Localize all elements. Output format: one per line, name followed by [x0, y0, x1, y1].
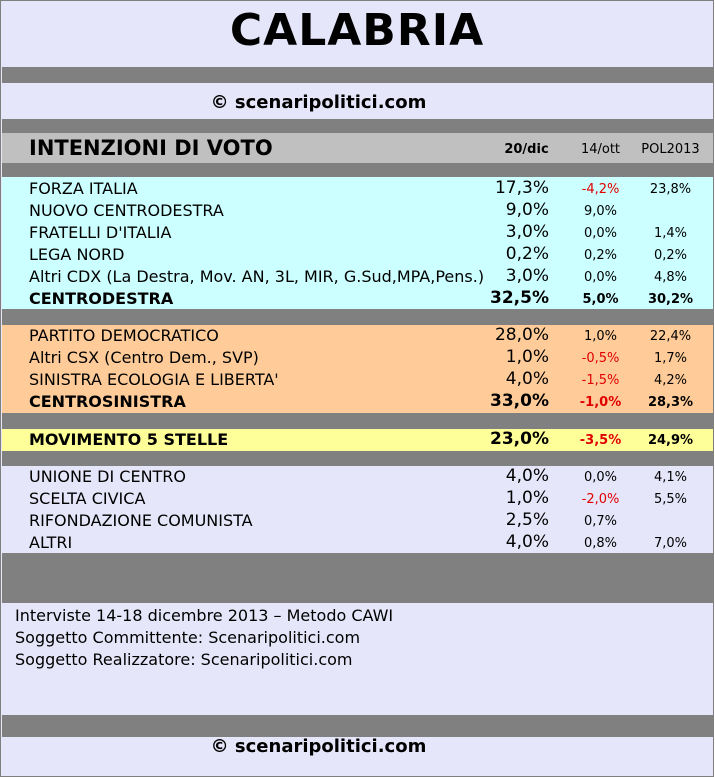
value-pol2013: 28,3%: [647, 395, 694, 410]
value-pol2013: 4,8%: [653, 270, 688, 285]
producer-note: Soggetto Realizzatore: Scenaripolitici.com: [15, 650, 353, 669]
value-current: 28,0%: [494, 325, 549, 345]
value-pol2013: 23,8%: [649, 182, 692, 197]
value-pol2013: 1,4%: [653, 226, 688, 241]
party-name: SINISTRA ECOLOGIA E LIBERTA': [29, 370, 279, 389]
table-row: [1, 325, 713, 347]
table-row: [1, 347, 713, 369]
value-change: -1,5%: [581, 373, 620, 388]
value-current: 32,5%: [490, 288, 549, 308]
table-row: [1, 488, 713, 510]
value-pol2013: 5,5%: [653, 492, 688, 507]
value-current: 1,0%: [505, 347, 549, 367]
value-change: 1,0%: [583, 329, 618, 344]
value-current: 4,0%: [505, 532, 549, 552]
page-title: CALABRIA: [229, 5, 485, 56]
separator-bar: [2, 119, 714, 133]
party-name: MOVIMENTO 5 STELLE: [29, 430, 229, 449]
table-row: [1, 510, 713, 532]
separator-bar: [2, 451, 714, 466]
party-name: CENTRODESTRA: [29, 289, 174, 308]
value-pol2013: 4,1%: [653, 470, 688, 485]
client-note: Soggetto Committente: Scenaripolitici.com: [15, 628, 361, 647]
party-name: FRATELLI D'ITALIA: [29, 223, 172, 242]
party-name: SCELTA CIVICA: [29, 489, 146, 508]
table-row: [1, 200, 713, 222]
column-pol2013: POL2013: [641, 142, 700, 157]
copyright-top: © scenaripolitici.com: [210, 92, 427, 113]
party-name: FORZA ITALIA: [29, 179, 138, 198]
separator-bar: [2, 67, 714, 83]
party-name: NUOVO CENTRODESTRA: [29, 201, 224, 220]
total-row: [1, 288, 713, 310]
party-name: UNIONE DI CENTRO: [29, 467, 187, 486]
value-pol2013: 0,2%: [653, 248, 688, 263]
value-current: 2,5%: [505, 510, 549, 530]
value-change: 0,2%: [583, 248, 618, 263]
total-row: [1, 429, 713, 451]
value-change: -1,0%: [579, 395, 622, 410]
value-change: -3,5%: [579, 433, 622, 448]
value-pol2013: 22,4%: [649, 329, 692, 344]
party-name: LEGA NORD: [29, 245, 125, 264]
value-pol2013: 24,9%: [647, 433, 694, 448]
value-current: 3,0%: [505, 222, 549, 242]
table-title: INTENZIONI DI VOTO: [29, 136, 273, 160]
party-name: Altri CDX (La Destra, Mov. AN, 3L, MIR, G.Sud,MPA,Pens.): [29, 267, 485, 286]
separator-bar: [2, 309, 714, 325]
separator-bar: [2, 715, 714, 737]
table-row: [1, 244, 713, 266]
value-pol2013: 30,2%: [647, 292, 694, 307]
value-change: 0,0%: [583, 226, 618, 241]
party-name: PARTITO DEMOCRATICO: [29, 326, 219, 345]
table-row: [1, 532, 713, 554]
value-current: 0,2%: [505, 244, 549, 264]
value-change: -0,5%: [581, 351, 620, 366]
value-current: 23,0%: [490, 429, 549, 449]
table-row: [1, 369, 713, 391]
value-change: 0,0%: [583, 270, 618, 285]
value-current: 4,0%: [505, 466, 549, 486]
table-row: [1, 178, 713, 200]
value-change: 5,0%: [582, 292, 619, 307]
table-row: [1, 466, 713, 488]
value-pol2013: 1,7%: [653, 351, 688, 366]
total-row: [1, 391, 713, 413]
party-name: CENTROSINISTRA: [29, 392, 186, 411]
column-current: 20/dic: [504, 142, 549, 157]
value-pol2013: 4,2%: [653, 373, 688, 388]
separator-bar: [2, 163, 714, 177]
value-current: 4,0%: [505, 369, 549, 389]
party-name: RIFONDAZIONE COMUNISTA: [29, 511, 253, 530]
column-change: 14/ott: [580, 142, 621, 157]
value-pol2013: 7,0%: [653, 536, 688, 551]
value-current: 33,0%: [490, 391, 549, 411]
value-current: 3,0%: [505, 266, 549, 286]
party-name: Altri CSX (Centro Dem., SVP): [29, 348, 259, 367]
value-change: 0,7%: [583, 514, 618, 529]
table-row: [1, 222, 713, 244]
table-row: [1, 266, 713, 288]
value-change: -2,0%: [581, 492, 620, 507]
value-current: 1,0%: [505, 488, 549, 508]
value-change: 0,8%: [583, 536, 618, 551]
separator-bar: [2, 553, 714, 603]
party-name: ALTRI: [29, 533, 73, 552]
value-change: -4,2%: [581, 182, 620, 197]
value-change: 0,0%: [583, 470, 618, 485]
value-current: 9,0%: [505, 200, 549, 220]
separator-bar: [2, 413, 714, 429]
copyright-bottom: © scenaripolitici.com: [210, 736, 427, 757]
value-current: 17,3%: [494, 178, 549, 198]
survey-note: Interviste 14-18 dicembre 2013 – Metodo CAWI: [15, 606, 394, 625]
value-change: 9,0%: [583, 204, 618, 219]
